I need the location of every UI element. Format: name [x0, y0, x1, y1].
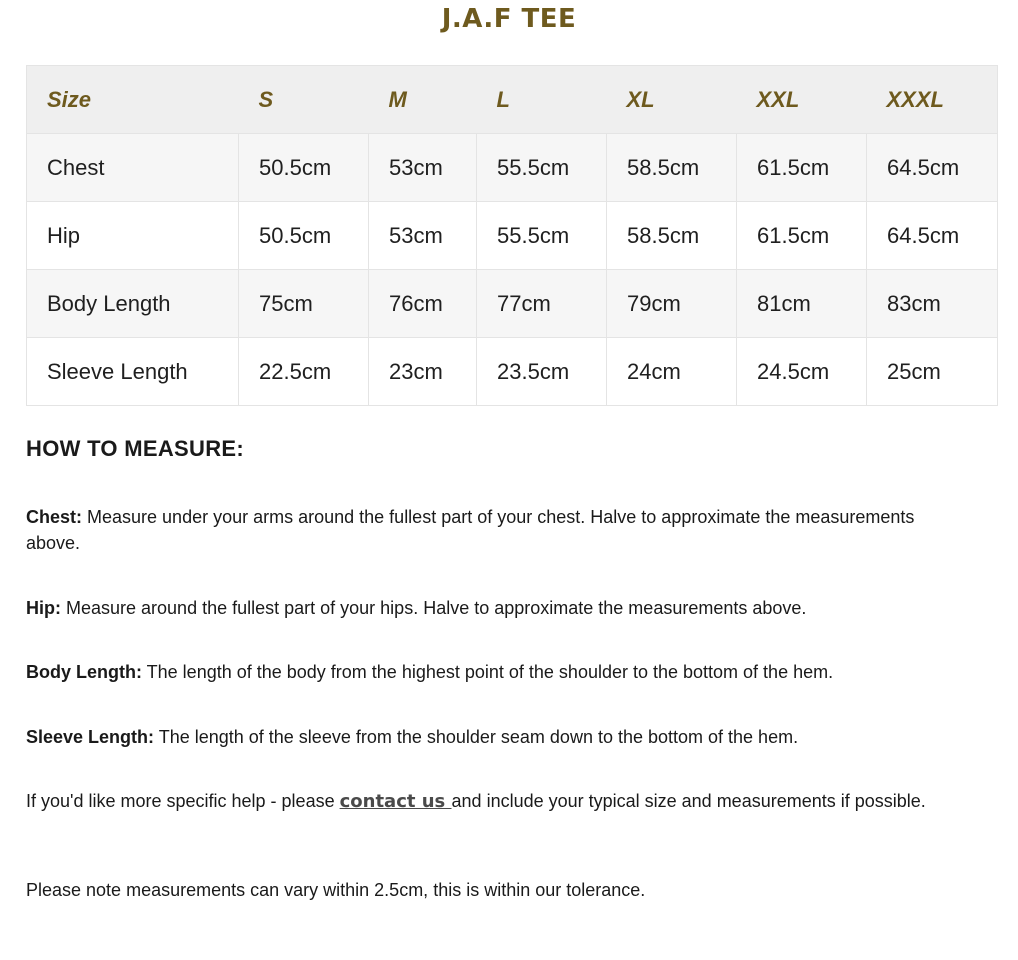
- header-cell-xxxl: XXXL: [867, 66, 998, 134]
- table-cell: 23cm: [369, 338, 477, 406]
- table-cell: 53cm: [369, 134, 477, 202]
- sleeve-length-text: The length of the sleeve from the shoulder seam down to the bottom of the hem.: [154, 727, 799, 747]
- row-label: Chest: [27, 134, 239, 202]
- table-cell: 58.5cm: [607, 134, 737, 202]
- table-cell: 55.5cm: [477, 134, 607, 202]
- body-length-instructions: [26, 659, 956, 685]
- table-cell: 77cm: [477, 270, 607, 338]
- table-cell: 64.5cm: [867, 202, 998, 270]
- hip-text: Measure around the fullest part of your hips. Halve to approximate the measurements above.: [61, 598, 807, 618]
- help-paragraph: [26, 788, 956, 815]
- table-cell: 24cm: [607, 338, 737, 406]
- header-cell-l: L: [477, 66, 607, 134]
- sleeve-length-instructions: [26, 724, 956, 750]
- table-cell: 75cm: [239, 270, 369, 338]
- table-cell: 61.5cm: [737, 134, 867, 202]
- help-text-after: and include your typical size and measurements if possible.: [451, 791, 926, 811]
- table-cell: 50.5cm: [239, 202, 369, 270]
- table-row-body-length: [27, 270, 998, 338]
- sleeve-length-term: Sleeve Length:: [26, 727, 155, 747]
- table-cell: 55.5cm: [477, 202, 607, 270]
- table-cell: 64.5cm: [867, 134, 998, 202]
- table-cell: 76cm: [369, 270, 477, 338]
- body-length-text: The length of the body from the highest point of the shoulder to the bottom of the hem.: [141, 662, 834, 682]
- table-cell: 81cm: [737, 270, 867, 338]
- header-cell-xxl: XXL: [737, 66, 867, 134]
- page-title: J.A.F TEE: [441, 4, 577, 34]
- row-label: Sleeve Length: [27, 338, 239, 406]
- table-cell: 22.5cm: [239, 338, 369, 406]
- table-cell: 50.5cm: [239, 134, 369, 202]
- table-cell: 53cm: [369, 202, 477, 270]
- table-cell: 58.5cm: [607, 202, 737, 270]
- table-cell: 25cm: [867, 338, 998, 406]
- table-row-hip: [27, 202, 998, 270]
- table-cell: 79cm: [607, 270, 737, 338]
- chest-term: Chest:: [26, 507, 83, 527]
- tolerance-note: Please note measurements can vary within 2.5cm, this is within our tolerance.: [26, 880, 646, 900]
- table-cell: 83cm: [867, 270, 998, 338]
- header-cell-m: M: [369, 66, 477, 134]
- table-cell: 61.5cm: [737, 202, 867, 270]
- table-cell: 24.5cm: [737, 338, 867, 406]
- hip-instructions: [26, 595, 956, 621]
- how-to-measure-heading: HOW TO MEASURE:: [26, 436, 244, 461]
- header-cell-s: S: [239, 66, 369, 134]
- hip-term: Hip:: [26, 598, 61, 618]
- row-label: Body Length: [27, 270, 239, 338]
- table-cell: 23.5cm: [477, 338, 607, 406]
- row-label: Hip: [27, 202, 239, 270]
- header-cell-xl: XL: [607, 66, 737, 134]
- size-chart-table: [26, 65, 998, 406]
- contact-us-link[interactable]: contact us: [339, 791, 452, 812]
- table-row-sleeve-length: [27, 338, 998, 406]
- body-length-term: Body Length:: [26, 662, 142, 682]
- help-text-before: If you'd like more specific help - please: [26, 791, 340, 811]
- table-row-chest: [27, 134, 998, 202]
- chest-text: Measure under your arms around the fullest part of your chest. Halve to approximate the measurements above.: [26, 507, 915, 553]
- header-cell-size: Size: [27, 66, 239, 134]
- table-header-row: [27, 66, 998, 134]
- chest-instructions: [26, 504, 956, 556]
